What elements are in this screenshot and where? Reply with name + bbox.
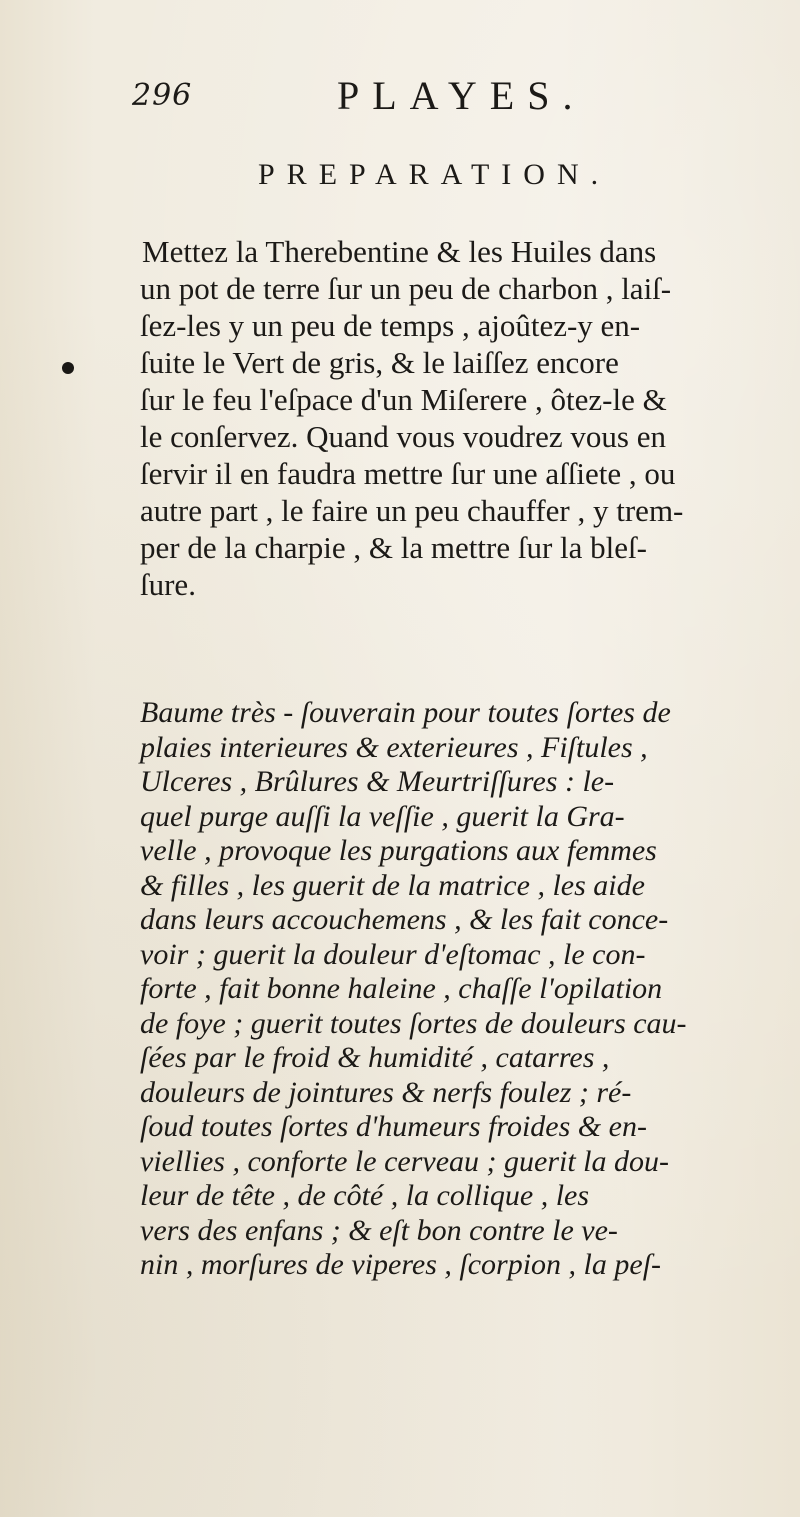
italic-line: Ulceres , Brûlures & Meurtriſſures : le- [140,765,615,798]
italic-line: leur de tête , de côté , la collique , les [140,1179,590,1212]
italic-line: Baume très - ſouverain pour toutes ſortes de [140,696,671,729]
text-line: le conſervez. Quand vous voudrez vous en [140,419,666,454]
text-line: ſez-les y un peu de temps , ajoûtez-y en- [140,308,641,343]
page-header [132,72,692,122]
running-head: PLAYES. [337,73,586,118]
text-line: Mettez la Therebentine & les Huiles dans [142,234,657,269]
page-number: 296 [132,78,193,113]
italic-line: quel purge auſſi la veſſie , guerit la Gra- [140,799,625,833]
italic-line: plaies interieures & exterieures , Fiſtules , [140,730,648,764]
italic-line: de foye ; guerit toutes ſortes de douleurs cau- [140,1006,687,1040]
text-line: autre part , le faire un peu chauffer , y trem- [140,493,684,528]
italic-line: ſoud toutes ſortes d'humeurs froides & en- [140,1110,647,1143]
text-line: ſur le feu l'eſpace d'un Miſerere , ôtez-le & [140,382,667,417]
italic-line: dans leurs accouchemens , & les fait conce- [140,903,669,936]
italic-line: voir ; guerit la douleur d'eſtomac , le con- [140,937,646,971]
text-line: ſure. [140,567,196,602]
text-line: ſervir il en faudra mettre ſur une aſſiete , ou [140,456,676,491]
preparation-paragraph [140,233,780,603]
italic-line: & filles , les guerit de la matrice , les aide [140,868,645,902]
baume-paragraph [140,696,780,1283]
text-line: un pot de terre ſur un peu de charbon , laiſ- [140,271,672,306]
italic-line: ſées par le froid & humidité , catarres , [140,1041,610,1074]
italic-line: forte , fait bonne haleine , chaſſe l'opilation [140,972,663,1005]
section-title: PREPARATION. [258,158,611,191]
italic-line: vers des enfans ; & eſt bon contre le ve- [140,1213,618,1247]
text-line: ſuite le Vert de gris, & le laiſſez encore [140,345,619,380]
italic-line: nin , morſures de viperes , ſcorpion , la peſ- [140,1248,662,1281]
italic-line: douleurs de jointures & nerfs foulez ; ré- [140,1075,632,1109]
ink-spot [62,362,74,374]
italic-line: velle , provoque les purgations aux femmes [140,834,657,867]
italic-line: viellies , conforte le cerveau ; guerit la dou- [140,1144,669,1178]
text-line: per de la charpie , & la mettre ſur la bleſ- [140,530,647,565]
